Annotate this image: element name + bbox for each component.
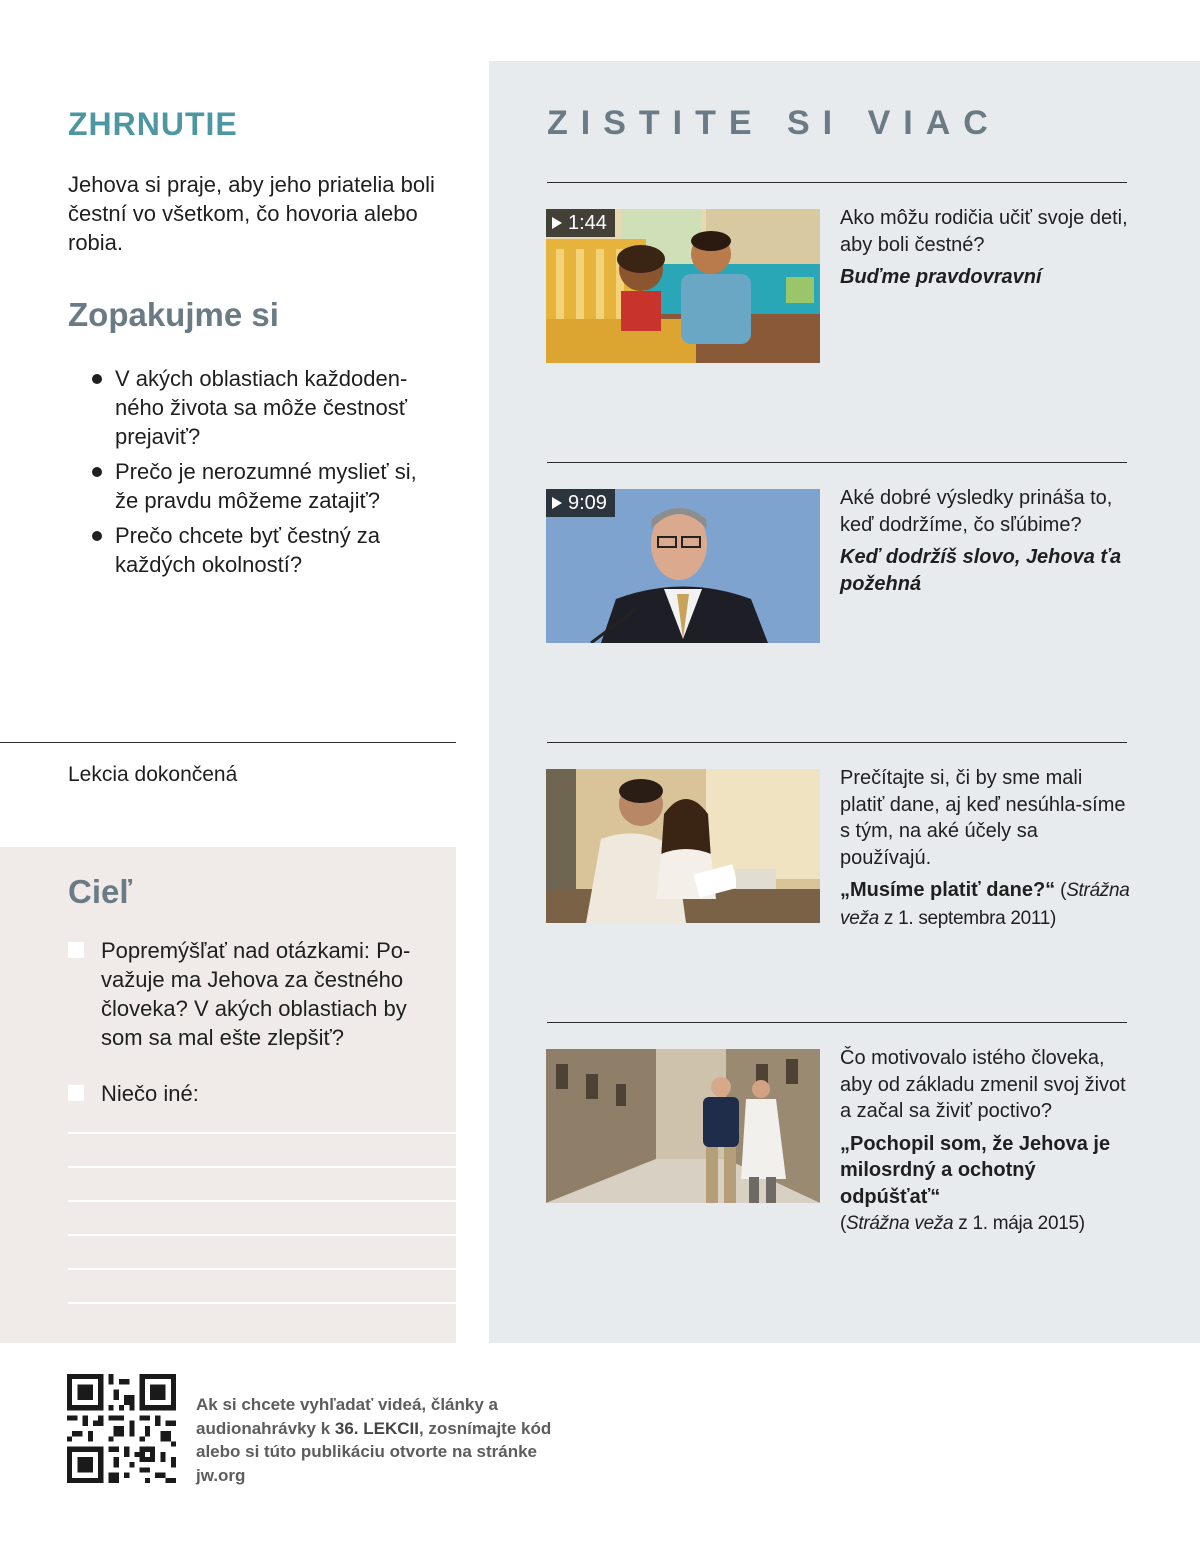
footer-text-b: , zosnímajte kód alebo si túto publikáciu otvorte na stránke jw.org [196, 1418, 552, 1485]
qr-code-graphic [67, 1374, 176, 1483]
review-item-text: Prečo chcete byť čestný za každých okolností? [115, 523, 381, 577]
item-description: Čo motivovalo istého človeka, aby od základu zmenil svoj život a začal sa živiť poctivo? [840, 1047, 1126, 1122]
source-date: z 1. mája 2015) [953, 1213, 1085, 1234]
divider [547, 1022, 1127, 1023]
write-line[interactable] [68, 1268, 456, 1270]
footer-text-a: Ak si chcete vyhľadať videá, články a audionahrávky k [196, 1395, 498, 1438]
review-item-text: Prečo je nerozumné myslieť si, že pravdu môžeme zatajiť? [115, 459, 417, 513]
duration-label: 1:44 [568, 212, 607, 234]
video-thumbnail-honesty[interactable] [546, 209, 820, 363]
video-duration-badge [546, 209, 615, 237]
article-reference[interactable] [840, 877, 1130, 932]
item-description: Aké dobré výsledky prináša to, keď dodržíme, čo sľúbime? [840, 487, 1113, 536]
couple-paperwork-image [546, 769, 820, 923]
learn-more-title: ZISTITE SI VIAC [547, 104, 1001, 142]
divider [547, 462, 1127, 463]
review-item [92, 521, 437, 579]
goal-item-other [68, 1079, 438, 1108]
review-item [92, 457, 437, 515]
divider [547, 742, 1127, 743]
learn-more-item [840, 765, 1130, 932]
source-date: z 1. septembra 2011) [878, 907, 1057, 929]
review-list [92, 364, 437, 585]
lesson-done-label[interactable]: Lekcia dokončená [68, 763, 238, 786]
article-thumbnail-taxes[interactable] [546, 769, 820, 923]
review-item-text: V akých oblastiach každoden-ného života sa môže čestnosť prejaviť? [115, 366, 408, 449]
video-link[interactable]: Keď dodržíš slovo, Jehova ťa požehná [840, 546, 1122, 595]
goal-title: Cieľ [68, 873, 133, 910]
divider [0, 742, 456, 743]
item-description: Ako môžu rodičia učiť svoje deti, aby boli čestné? [840, 207, 1128, 256]
learn-more-item [840, 485, 1130, 597]
goal-item-text: Niečo iné: [101, 1081, 199, 1106]
qr-code-icon[interactable] [67, 1374, 176, 1483]
video-duration-badge [546, 489, 615, 517]
learn-more-item [840, 205, 1130, 291]
bullet-icon [92, 531, 102, 541]
article-title[interactable]: „Musíme platiť dane?“ [840, 879, 1056, 901]
write-line[interactable] [68, 1132, 456, 1134]
review-item [92, 364, 437, 451]
play-icon [552, 497, 562, 509]
item-description: Prečítajte si, či by sme mali platiť dane, aj keď nesúhla-síme s tým, na aké účely sa používajú. [840, 767, 1126, 869]
write-line[interactable] [68, 1302, 456, 1304]
video-link[interactable]: Buďme pravdovravní [840, 266, 1042, 288]
footer-lesson-number: 36. LEKCII [334, 1418, 419, 1438]
source-magazine: Strážna veža [840, 880, 1130, 929]
bullet-icon [92, 467, 102, 477]
source-magazine: Strážna veža [846, 1213, 954, 1234]
goal-item [68, 936, 438, 1052]
review-title: Zopakujme si [68, 296, 279, 333]
write-line[interactable] [68, 1234, 456, 1236]
footer-text [196, 1393, 556, 1487]
goal-checkbox[interactable] [68, 942, 84, 958]
goal-checkbox[interactable] [68, 1085, 84, 1101]
divider [547, 182, 1127, 183]
summary-text: Jehova si praje, aby jeho priatelia boli čestní vo všetkom, čo hovoria alebo robia. [68, 172, 435, 255]
bullet-icon [92, 374, 102, 384]
article-reference[interactable] [840, 1131, 1130, 1238]
summary-title: ZHRNUTIE [68, 106, 238, 142]
source-open: ( [840, 1213, 847, 1234]
write-line[interactable] [68, 1200, 456, 1202]
goal-item-text: Popremýšľať nad otázkami: Po-važuje ma Jehova za čestného človeka? V akých oblastiach by som sa mal ešte zlepšiť? [101, 938, 411, 1050]
video-thumbnail-keep-word[interactable] [546, 489, 820, 643]
learn-more-item [840, 1045, 1130, 1238]
couple-walking-street-image [546, 1049, 820, 1203]
write-line[interactable] [68, 1166, 456, 1168]
source-open: ( [1055, 880, 1067, 901]
duration-label: 9:09 [568, 492, 607, 514]
article-title[interactable]: „Pochopil som, že Jehova je milosrdný a ochotný odpúšťať“ [840, 1132, 1111, 1208]
article-thumbnail-mercy[interactable] [546, 1049, 820, 1203]
play-icon [552, 217, 562, 229]
